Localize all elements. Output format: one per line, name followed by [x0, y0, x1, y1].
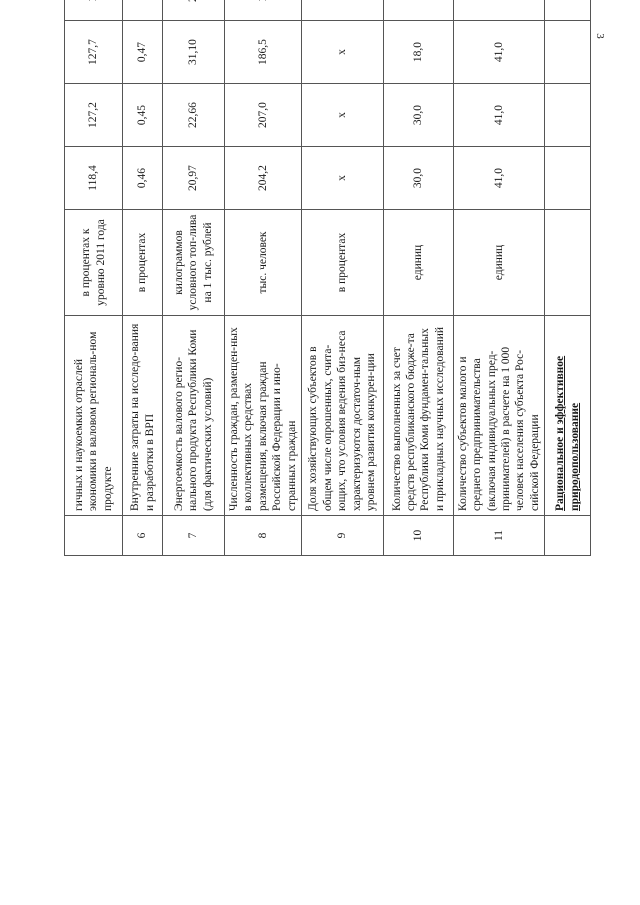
- value-cell: 22,66: [163, 84, 225, 147]
- table-row: [301, 0, 383, 556]
- empty-cell: [545, 21, 591, 84]
- section-row: [545, 0, 591, 556]
- row-number: 11: [453, 516, 544, 556]
- table-row: [453, 0, 544, 556]
- row-number: 10: [383, 516, 453, 556]
- indicator-name: Энергоемкость валового регио-нального продукта Республики Коми (для фактических условий): [163, 316, 225, 516]
- value-cell: 41,0: [453, 84, 544, 147]
- value-cell: 127,7: [65, 21, 123, 84]
- value-cell: [301, 0, 383, 21]
- value-cell: 31,10: [163, 21, 225, 84]
- value-cell: 18,0: [383, 21, 453, 84]
- value-cell: 41,0: [453, 21, 544, 84]
- unit-of-measure: единиц: [453, 210, 544, 316]
- row-number: [65, 516, 123, 556]
- table-row: [65, 0, 123, 556]
- value-cell: 30,0: [383, 84, 453, 147]
- row-number: 9: [301, 516, 383, 556]
- unit-of-measure: килограммов условного топ-лива на 1 тыс. рублей: [163, 210, 225, 316]
- value-cell: 0,46: [123, 147, 163, 210]
- value-cell: [65, 0, 123, 21]
- indicator-name: Количество выполненных за счет средств республиканского бюдже-та Республики Коми фундамен-тальных и прикладных научных исследований: [383, 316, 453, 516]
- value-cell: 207,0: [225, 84, 302, 147]
- page-number: 3: [593, 33, 606, 39]
- indicator-name: гичных и наукоемких отраслей экономики в валовом региональ-ном продукте: [65, 316, 123, 516]
- table-row: [163, 0, 225, 556]
- section-title: Рациональное и эффективное природопользование: [545, 316, 591, 516]
- value-cell: x: [301, 147, 383, 210]
- indicator-name: Численность граждан, размещен-ных в коллективных средствах размещения, включая граждан Российской Федерации и ино-странных граждан: [225, 316, 302, 516]
- table-container: [64, 0, 584, 556]
- empty-cell: [545, 210, 591, 316]
- table-row: [383, 0, 453, 556]
- empty-cell: [545, 147, 591, 210]
- value-cell: 127,2: [65, 84, 123, 147]
- value-cell: [453, 0, 544, 21]
- row-number: 7: [163, 516, 225, 556]
- unit-of-measure: тыс. человек: [225, 210, 302, 316]
- value-cell: 0,45: [123, 84, 163, 147]
- empty-cell: [545, 84, 591, 147]
- table-row: [225, 0, 302, 556]
- indicator-name: Внутренние затраты на исследо-вания и разработки в ВРП: [123, 316, 163, 516]
- unit-of-measure: в процентах к уровню 2011 года: [65, 210, 123, 316]
- rotated-page: [64, 36, 584, 886]
- value-cell: [123, 0, 163, 21]
- value-cell: 30,0: [383, 147, 453, 210]
- value-cell: x: [301, 21, 383, 84]
- value-cell: x: [301, 84, 383, 147]
- value-cell: 118,4: [65, 147, 123, 210]
- empty-cell: [545, 0, 591, 21]
- indicators-table: [64, 0, 591, 556]
- row-number: 6: [123, 516, 163, 556]
- row-number: 8: [225, 516, 302, 556]
- empty-cell: [545, 516, 591, 556]
- value-cell: 41,0: [453, 147, 544, 210]
- value-cell: [225, 0, 302, 21]
- indicator-name: Доля хозяйствующих субъектов в общем числе опрошенных, счита-ющих, что условия ведения биз-неса характеризуются достаточ-ным уровнем развития конкурен-ции: [301, 316, 383, 516]
- value-cell: 186,5: [225, 21, 302, 84]
- value-cell: [163, 0, 225, 21]
- unit-of-measure: единиц: [383, 210, 453, 316]
- value-cell: 204,2: [225, 147, 302, 210]
- value-cell: 20,97: [163, 147, 225, 210]
- value-cell: [383, 0, 453, 21]
- table-row: [123, 0, 163, 556]
- indicator-name: Количество субъектов малого и среднего предпринимательства (включая индивидуальных пред-принимателей) в расчете на 1 000 человек населения субъекта Рос-сийской Федерации: [453, 316, 544, 516]
- unit-of-measure: в процентах: [301, 210, 383, 316]
- value-cell: 0,47: [123, 21, 163, 84]
- unit-of-measure: в процентах: [123, 210, 163, 316]
